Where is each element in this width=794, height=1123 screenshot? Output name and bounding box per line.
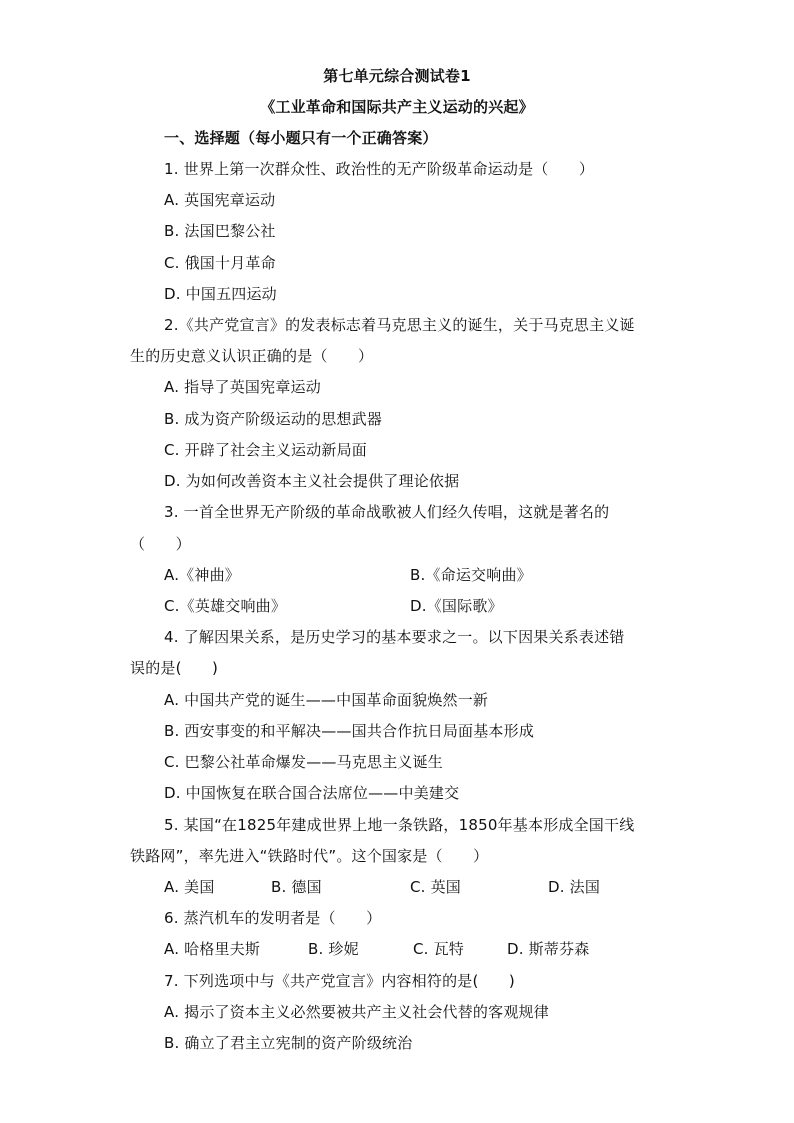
question-7-option-b: B. 确立了君主立宪制的资产阶级统治 (164, 1034, 413, 1052)
question-1-option-d: D. 中国五四运动 (164, 285, 277, 303)
question-3-option-c: C.《英雄交响曲》 (164, 597, 287, 615)
question-6-option-d: D. 斯蒂芬森 (507, 940, 590, 958)
question-3-option-d: D.《国际歌》 (410, 597, 503, 615)
question-3-stem-line1: 3. 一首全世界无产阶级的革命战歌被人们经久传唱，这就是著名的 (164, 503, 610, 521)
question-3-stem-line2: （ ） (130, 535, 191, 553)
question-5-stem-line1: 5. 某国“在1825年建成世界上地一条铁路，1850年基本形成全国干线 (164, 816, 635, 834)
question-4-option-b: B. 西安事变的和平解决——国共合作抗日局面基本形成 (164, 722, 535, 740)
question-2-stem-line2: 生的历史意义认识正确的是（ ） (130, 347, 374, 365)
document-title: 第七单元综合测试卷1 (323, 67, 471, 85)
document-subtitle: 《工业革命和国际共产主义运动的兴起》 (260, 98, 534, 116)
question-1-option-b: B. 法国巴黎公社 (164, 222, 276, 240)
question-2-option-a: A. 指导了英国宪章运动 (164, 378, 321, 396)
question-6-option-a: A. 哈格里夫斯 (164, 940, 261, 958)
question-1-option-c: C. 俄国十月革命 (164, 254, 276, 272)
question-4-option-a: A. 中国共产党的诞生——中国革命面貌焕然一新 (164, 691, 489, 709)
question-2-option-b: B. 成为资产阶级运动的思想武器 (164, 410, 383, 428)
question-1-option-a: A. 英国宪章运动 (164, 191, 276, 209)
question-6-option-b: B. 珍妮 (308, 940, 359, 958)
question-2-option-c: C. 开辟了社会主义运动新局面 (164, 441, 368, 459)
question-7-option-a: A. 揭示了资本主义必然要被共产主义社会代替的客观规律 (164, 1003, 549, 1021)
question-2-option-d: D. 为如何改善资本主义社会提供了理论依据 (164, 472, 460, 490)
question-6-stem: 6. 蒸汽机车的发明者是（ ） (164, 909, 382, 927)
question-5-option-c: C. 英国 (410, 878, 462, 896)
question-4-stem-line2: 误的是( ) (130, 659, 219, 677)
question-4-option-d: D. 中国恢复在联合国合法席位——中美建交 (164, 784, 460, 802)
question-5-option-d: D. 法国 (548, 878, 601, 896)
question-1-stem: 1. 世界上第一次群众性、政治性的无产阶级革命运动是（ ） (164, 160, 595, 178)
question-3-option-b: B.《命运交响曲》 (410, 566, 532, 584)
question-5-option-b: B. 德国 (271, 878, 322, 896)
question-4-stem-line1: 4. 了解因果关系，是历史学习的基本要求之一。以下因果关系表述错 (164, 628, 625, 646)
question-3-option-a: A.《神曲》 (164, 566, 240, 584)
question-4-option-c: C. 巴黎公社革命爆发——马克思主义诞生 (164, 753, 444, 771)
question-5-option-a: A. 美国 (164, 878, 215, 896)
question-6-option-c: C. 瓦特 (413, 940, 465, 958)
section-heading: 一、选择题（每小题只有一个正确答案） (164, 129, 438, 147)
question-5-stem-line2: 铁路网”，率先进入“铁路时代”。这个国家是（ ） (130, 847, 489, 865)
question-2-stem-line1: 2.《共产党宣言》的发表标志着马克思主义的诞生，关于马克思主义诞 (164, 316, 635, 334)
question-7-stem: 7. 下列选项中与《共产党宣言》内容相符的是( ) (164, 972, 515, 990)
